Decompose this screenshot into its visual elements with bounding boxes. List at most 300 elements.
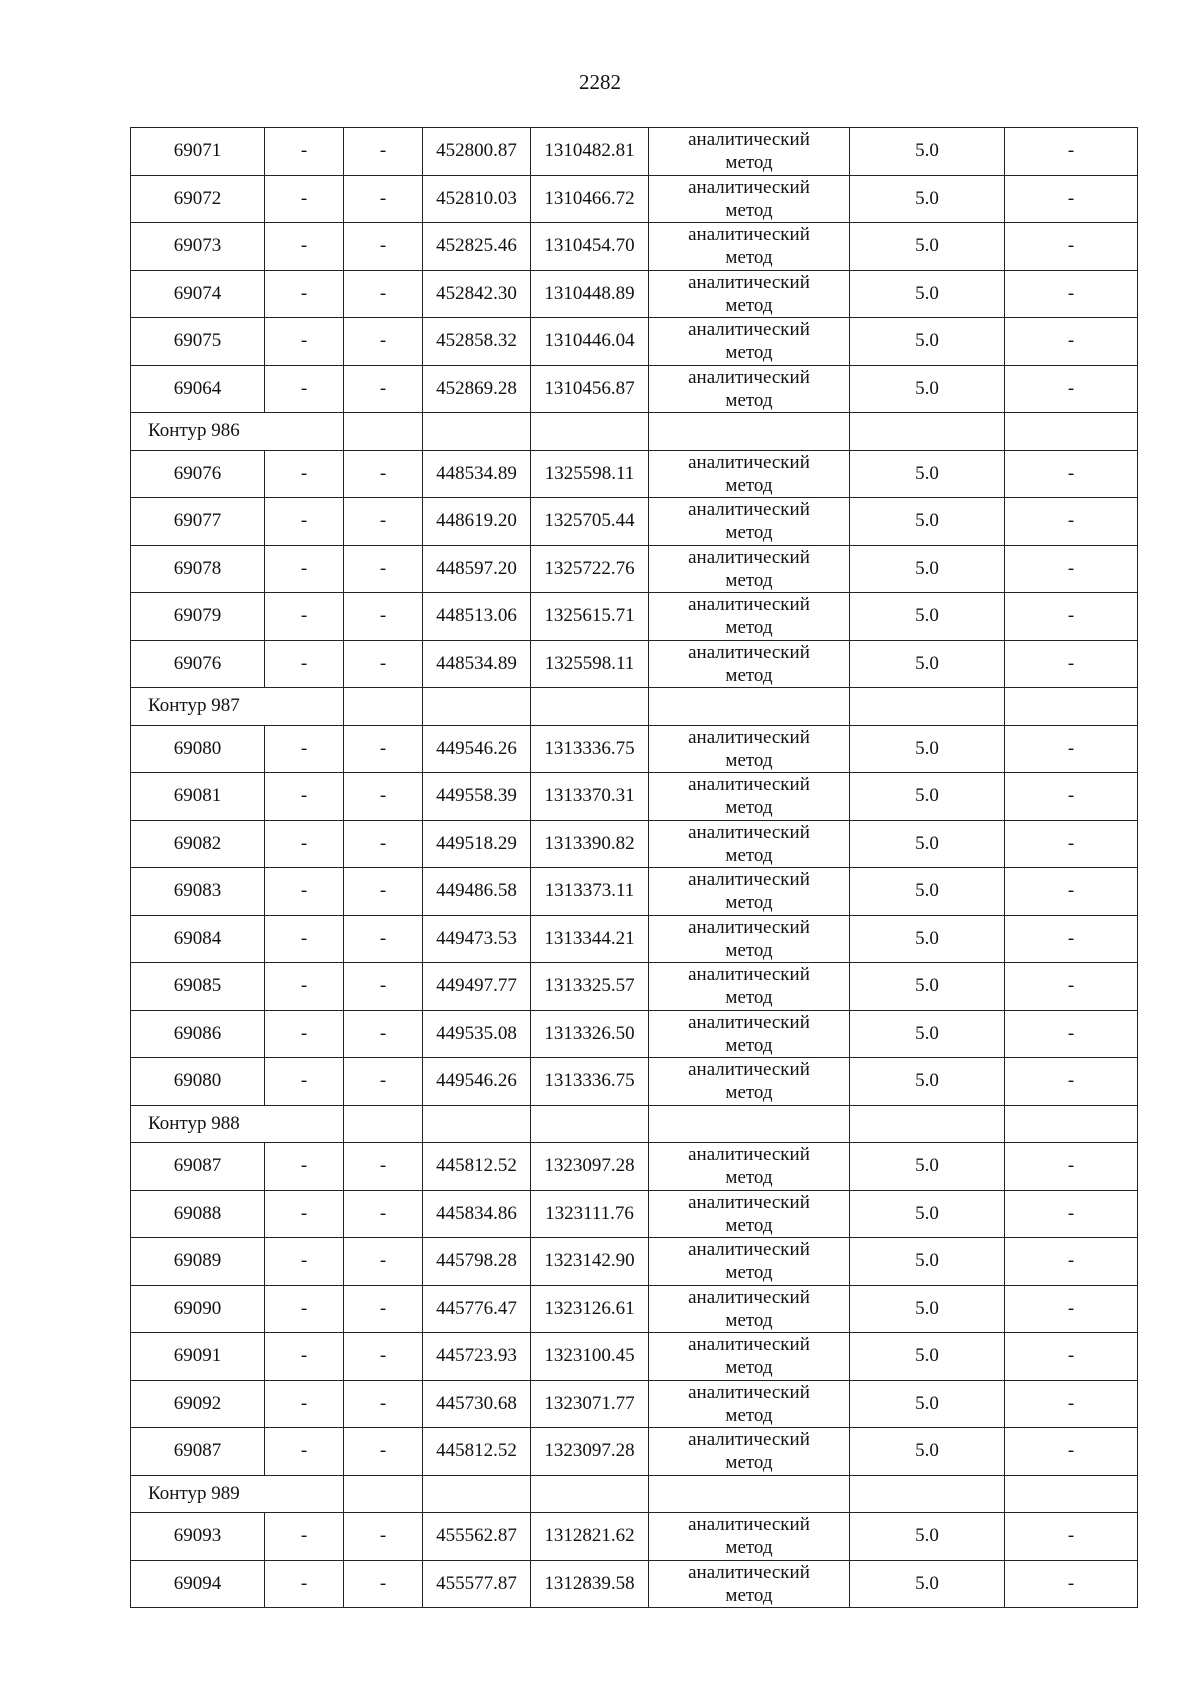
y-coordinate-cell: 1310454.70: [531, 223, 649, 271]
empty-dash-cell: -: [344, 773, 423, 821]
y-coordinate-cell: 1323097.28: [531, 1428, 649, 1476]
empty-dash-cell: -: [344, 593, 423, 641]
method-line-2: метод: [725, 1309, 773, 1331]
note-cell: -: [1005, 915, 1138, 963]
empty-cell: [344, 1105, 423, 1143]
method-line-1: аналитический: [688, 271, 810, 293]
table-row: [131, 223, 1138, 271]
empty-dash-cell: -: [265, 963, 344, 1011]
y-coordinate-cell: 1323071.77: [531, 1380, 649, 1428]
method-line-2: метод: [725, 1214, 773, 1236]
x-coordinate-cell: 452858.32: [423, 318, 531, 366]
accuracy-cell: 5.0: [850, 963, 1005, 1011]
accuracy-cell: 5.0: [850, 915, 1005, 963]
point-id-cell: 69087: [131, 1143, 265, 1191]
empty-dash-cell: -: [344, 1513, 423, 1561]
x-coordinate-cell: 445723.93: [423, 1333, 531, 1381]
x-coordinate-cell: 452810.03: [423, 175, 531, 223]
y-coordinate-cell: 1313344.21: [531, 915, 649, 963]
x-coordinate-cell: 449518.29: [423, 820, 531, 868]
y-coordinate-cell: 1323097.28: [531, 1143, 649, 1191]
point-id-cell: 69064: [131, 365, 265, 413]
contour-label: Контур 987: [131, 688, 344, 726]
method-line-1: аналитический: [688, 1059, 810, 1081]
x-coordinate-cell: 452825.46: [423, 223, 531, 271]
x-coordinate-cell: 452800.87: [423, 128, 531, 176]
x-coordinate-cell: 448597.20: [423, 545, 531, 593]
empty-dash-cell: -: [344, 1380, 423, 1428]
x-coordinate-cell: 448534.89: [423, 450, 531, 498]
point-id-cell: 69079: [131, 593, 265, 641]
table-row: [131, 963, 1138, 1011]
y-coordinate-cell: 1325598.11: [531, 640, 649, 688]
y-coordinate-cell: 1313336.75: [531, 1058, 649, 1106]
method-line-1: аналитический: [688, 1144, 810, 1166]
empty-dash-cell: -: [265, 1285, 344, 1333]
point-id-cell: 69084: [131, 915, 265, 963]
empty-dash-cell: -: [265, 1143, 344, 1191]
method-cell: [649, 868, 850, 916]
y-coordinate-cell: 1323142.90: [531, 1238, 649, 1286]
contour-label: Контур 989: [131, 1475, 344, 1513]
y-coordinate-cell: 1312821.62: [531, 1513, 649, 1561]
note-cell: -: [1005, 1190, 1138, 1238]
empty-cell: [423, 1475, 531, 1513]
x-coordinate-cell: 452869.28: [423, 365, 531, 413]
empty-cell: [531, 688, 649, 726]
contour-label: Контур 988: [131, 1105, 344, 1143]
note-cell: -: [1005, 1513, 1138, 1561]
note-cell: -: [1005, 1333, 1138, 1381]
method-line-2: метод: [725, 569, 773, 591]
empty-dash-cell: -: [344, 1143, 423, 1191]
point-id-cell: 69080: [131, 1058, 265, 1106]
method-cell: [649, 915, 850, 963]
note-cell: -: [1005, 1143, 1138, 1191]
method-cell: [649, 820, 850, 868]
table-row: [131, 868, 1138, 916]
table-row: [131, 1058, 1138, 1106]
note-cell: -: [1005, 270, 1138, 318]
y-coordinate-cell: 1313390.82: [531, 820, 649, 868]
empty-dash-cell: -: [344, 1333, 423, 1381]
empty-cell: [649, 1475, 850, 1513]
empty-dash-cell: -: [265, 175, 344, 223]
method-line-2: метод: [725, 892, 773, 914]
point-id-cell: 69071: [131, 128, 265, 176]
coordinates-table: [130, 127, 1138, 1608]
note-cell: -: [1005, 365, 1138, 413]
point-id-cell: 69094: [131, 1560, 265, 1608]
point-id-cell: 69080: [131, 725, 265, 773]
empty-dash-cell: -: [265, 1058, 344, 1106]
method-line-1: аналитический: [688, 1561, 810, 1583]
table-row: [131, 1513, 1138, 1561]
method-line-2: метод: [725, 1452, 773, 1474]
method-line-2: метод: [725, 844, 773, 866]
empty-dash-cell: -: [344, 1058, 423, 1106]
method-line-2: метод: [725, 199, 773, 221]
method-cell: [649, 1238, 850, 1286]
empty-dash-cell: -: [344, 128, 423, 176]
point-id-cell: 69072: [131, 175, 265, 223]
empty-dash-cell: -: [344, 270, 423, 318]
method-line-1: аналитический: [688, 1381, 810, 1403]
method-cell: [649, 175, 850, 223]
point-id-cell: 69077: [131, 498, 265, 546]
empty-cell: [1005, 688, 1138, 726]
x-coordinate-cell: 449558.39: [423, 773, 531, 821]
contour-label: Контур 986: [131, 413, 344, 451]
table-row: [131, 725, 1138, 773]
y-coordinate-cell: 1325705.44: [531, 498, 649, 546]
method-line-2: метод: [725, 1167, 773, 1189]
table-row: [131, 175, 1138, 223]
empty-cell: [1005, 1475, 1138, 1513]
empty-dash-cell: -: [344, 640, 423, 688]
point-id-cell: 69075: [131, 318, 265, 366]
accuracy-cell: 5.0: [850, 318, 1005, 366]
accuracy-cell: 5.0: [850, 128, 1005, 176]
method-cell: [649, 1190, 850, 1238]
method-cell: [649, 545, 850, 593]
empty-dash-cell: -: [265, 1238, 344, 1286]
empty-dash-cell: -: [265, 1333, 344, 1381]
method-line-1: аналитический: [688, 821, 810, 843]
method-line-2: метод: [725, 987, 773, 1009]
point-id-cell: 69086: [131, 1010, 265, 1058]
empty-dash-cell: -: [344, 498, 423, 546]
y-coordinate-cell: 1313370.31: [531, 773, 649, 821]
method-line-1: аналитический: [688, 869, 810, 891]
accuracy-cell: 5.0: [850, 1513, 1005, 1561]
note-cell: -: [1005, 725, 1138, 773]
empty-dash-cell: -: [265, 318, 344, 366]
x-coordinate-cell: 449546.26: [423, 1058, 531, 1106]
method-line-2: метод: [725, 294, 773, 316]
x-coordinate-cell: 445812.52: [423, 1143, 531, 1191]
method-line-2: метод: [725, 152, 773, 174]
accuracy-cell: 5.0: [850, 773, 1005, 821]
empty-dash-cell: -: [265, 915, 344, 963]
accuracy-cell: 5.0: [850, 365, 1005, 413]
y-coordinate-cell: 1313326.50: [531, 1010, 649, 1058]
empty-dash-cell: -: [344, 725, 423, 773]
x-coordinate-cell: 445730.68: [423, 1380, 531, 1428]
method-line-2: метод: [725, 1034, 773, 1056]
x-coordinate-cell: 445834.86: [423, 1190, 531, 1238]
method-cell: [649, 640, 850, 688]
empty-cell: [1005, 1105, 1138, 1143]
empty-dash-cell: -: [344, 1238, 423, 1286]
method-line-2: метод: [725, 522, 773, 544]
empty-dash-cell: -: [344, 1010, 423, 1058]
accuracy-cell: 5.0: [850, 725, 1005, 773]
y-coordinate-cell: 1313325.57: [531, 963, 649, 1011]
empty-dash-cell: -: [344, 868, 423, 916]
contour-header-row: [131, 413, 1138, 451]
y-coordinate-cell: 1313336.75: [531, 725, 649, 773]
table-row: [131, 318, 1138, 366]
table-row: [131, 640, 1138, 688]
method-line-1: аналитический: [688, 916, 810, 938]
accuracy-cell: 5.0: [850, 868, 1005, 916]
x-coordinate-cell: 455577.87: [423, 1560, 531, 1608]
x-coordinate-cell: 449473.53: [423, 915, 531, 963]
empty-dash-cell: -: [265, 868, 344, 916]
empty-cell: [531, 413, 649, 451]
point-id-cell: 69082: [131, 820, 265, 868]
empty-dash-cell: -: [344, 1560, 423, 1608]
empty-dash-cell: -: [344, 915, 423, 963]
method-line-1: аналитический: [688, 176, 810, 198]
point-id-cell: 69089: [131, 1238, 265, 1286]
method-line-2: метод: [725, 342, 773, 364]
empty-dash-cell: -: [265, 773, 344, 821]
y-coordinate-cell: 1310466.72: [531, 175, 649, 223]
table-row: [131, 773, 1138, 821]
accuracy-cell: 5.0: [850, 1010, 1005, 1058]
point-id-cell: 69091: [131, 1333, 265, 1381]
x-coordinate-cell: 452842.30: [423, 270, 531, 318]
empty-dash-cell: -: [344, 175, 423, 223]
method-line-1: аналитический: [688, 224, 810, 246]
x-coordinate-cell: 445812.52: [423, 1428, 531, 1476]
accuracy-cell: 5.0: [850, 640, 1005, 688]
empty-cell: [850, 1475, 1005, 1513]
note-cell: -: [1005, 128, 1138, 176]
empty-dash-cell: -: [265, 545, 344, 593]
method-line-2: метод: [725, 1262, 773, 1284]
y-coordinate-cell: 1325598.11: [531, 450, 649, 498]
y-coordinate-cell: 1310448.89: [531, 270, 649, 318]
table-row: [131, 128, 1138, 176]
x-coordinate-cell: 448534.89: [423, 640, 531, 688]
method-line-1: аналитический: [688, 129, 810, 151]
method-line-2: метод: [725, 1357, 773, 1379]
method-cell: [649, 223, 850, 271]
y-coordinate-cell: 1325722.76: [531, 545, 649, 593]
method-line-2: метод: [725, 617, 773, 639]
empty-dash-cell: -: [265, 365, 344, 413]
note-cell: -: [1005, 773, 1138, 821]
method-cell: [649, 725, 850, 773]
note-cell: -: [1005, 1380, 1138, 1428]
empty-cell: [1005, 413, 1138, 451]
point-id-cell: 69083: [131, 868, 265, 916]
empty-cell: [423, 413, 531, 451]
accuracy-cell: 5.0: [850, 593, 1005, 641]
empty-dash-cell: -: [344, 450, 423, 498]
point-id-cell: 69073: [131, 223, 265, 271]
method-cell: [649, 1143, 850, 1191]
accuracy-cell: 5.0: [850, 498, 1005, 546]
accuracy-cell: 5.0: [850, 545, 1005, 593]
note-cell: -: [1005, 1428, 1138, 1476]
y-coordinate-cell: 1323100.45: [531, 1333, 649, 1381]
point-id-cell: 69093: [131, 1513, 265, 1561]
method-cell: [649, 365, 850, 413]
table-row: [131, 1010, 1138, 1058]
y-coordinate-cell: 1323111.76: [531, 1190, 649, 1238]
empty-dash-cell: -: [344, 1190, 423, 1238]
accuracy-cell: 5.0: [850, 450, 1005, 498]
method-line-1: аналитический: [688, 1334, 810, 1356]
method-cell: [649, 1560, 850, 1608]
method-cell: [649, 1513, 850, 1561]
method-line-1: аналитический: [688, 451, 810, 473]
table-row: [131, 545, 1138, 593]
contour-header-row: [131, 688, 1138, 726]
method-cell: [649, 270, 850, 318]
method-line-1: аналитический: [688, 1429, 810, 1451]
point-id-cell: 69088: [131, 1190, 265, 1238]
method-cell: [649, 593, 850, 641]
empty-dash-cell: -: [265, 128, 344, 176]
point-id-cell: 69087: [131, 1428, 265, 1476]
accuracy-cell: 5.0: [850, 820, 1005, 868]
method-line-1: аналитический: [688, 641, 810, 663]
method-line-1: аналитический: [688, 726, 810, 748]
table-row: [131, 915, 1138, 963]
method-cell: [649, 1058, 850, 1106]
table-row: [131, 365, 1138, 413]
table-row: [131, 1238, 1138, 1286]
method-line-1: аналитический: [688, 1239, 810, 1261]
method-cell: [649, 1010, 850, 1058]
y-coordinate-cell: 1312839.58: [531, 1560, 649, 1608]
empty-dash-cell: -: [265, 270, 344, 318]
method-line-2: метод: [725, 1404, 773, 1426]
method-line-2: метод: [725, 749, 773, 771]
empty-cell: [850, 413, 1005, 451]
note-cell: -: [1005, 223, 1138, 271]
method-line-1: аналитический: [688, 1514, 810, 1536]
x-coordinate-cell: 448513.06: [423, 593, 531, 641]
table-row: [131, 1190, 1138, 1238]
table-row: [131, 593, 1138, 641]
x-coordinate-cell: 449546.26: [423, 725, 531, 773]
point-id-cell: 69078: [131, 545, 265, 593]
y-coordinate-cell: 1310482.81: [531, 128, 649, 176]
table-row: [131, 820, 1138, 868]
empty-cell: [531, 1475, 649, 1513]
y-coordinate-cell: 1325615.71: [531, 593, 649, 641]
note-cell: -: [1005, 1285, 1138, 1333]
empty-dash-cell: -: [265, 725, 344, 773]
empty-cell: [423, 1105, 531, 1143]
method-line-1: аналитический: [688, 1286, 810, 1308]
empty-dash-cell: -: [265, 223, 344, 271]
method-line-2: метод: [725, 1537, 773, 1559]
note-cell: -: [1005, 1238, 1138, 1286]
x-coordinate-cell: 448619.20: [423, 498, 531, 546]
note-cell: -: [1005, 1058, 1138, 1106]
empty-cell: [344, 1475, 423, 1513]
accuracy-cell: 5.0: [850, 1238, 1005, 1286]
x-coordinate-cell: 449486.58: [423, 868, 531, 916]
method-cell: [649, 450, 850, 498]
method-cell: [649, 128, 850, 176]
method-line-1: аналитический: [688, 1011, 810, 1033]
empty-cell: [850, 1105, 1005, 1143]
empty-cell: [344, 413, 423, 451]
note-cell: -: [1005, 498, 1138, 546]
accuracy-cell: 5.0: [850, 1190, 1005, 1238]
method-line-2: метод: [725, 474, 773, 496]
empty-dash-cell: -: [344, 1428, 423, 1476]
empty-cell: [344, 688, 423, 726]
empty-dash-cell: -: [265, 450, 344, 498]
accuracy-cell: 5.0: [850, 1058, 1005, 1106]
empty-cell: [850, 688, 1005, 726]
empty-dash-cell: -: [344, 318, 423, 366]
accuracy-cell: 5.0: [850, 1333, 1005, 1381]
empty-dash-cell: -: [265, 1190, 344, 1238]
note-cell: -: [1005, 593, 1138, 641]
method-line-1: аналитический: [688, 774, 810, 796]
empty-cell: [423, 688, 531, 726]
y-coordinate-cell: 1313373.11: [531, 868, 649, 916]
note-cell: -: [1005, 175, 1138, 223]
method-cell: [649, 963, 850, 1011]
y-coordinate-cell: 1323126.61: [531, 1285, 649, 1333]
y-coordinate-cell: 1310456.87: [531, 365, 649, 413]
method-line-2: метод: [725, 1584, 773, 1606]
empty-dash-cell: -: [265, 1380, 344, 1428]
method-cell: [649, 1285, 850, 1333]
empty-cell: [649, 688, 850, 726]
point-id-cell: 69081: [131, 773, 265, 821]
empty-dash-cell: -: [265, 1560, 344, 1608]
table-body: [131, 128, 1138, 1608]
table-row: [131, 450, 1138, 498]
note-cell: -: [1005, 820, 1138, 868]
point-id-cell: 69090: [131, 1285, 265, 1333]
accuracy-cell: 5.0: [850, 1428, 1005, 1476]
method-line-2: метод: [725, 389, 773, 411]
empty-dash-cell: -: [265, 820, 344, 868]
point-id-cell: 69092: [131, 1380, 265, 1428]
method-line-2: метод: [725, 664, 773, 686]
note-cell: -: [1005, 963, 1138, 1011]
method-line-1: аналитический: [688, 546, 810, 568]
accuracy-cell: 5.0: [850, 223, 1005, 271]
note-cell: -: [1005, 545, 1138, 593]
table-row: [131, 1428, 1138, 1476]
empty-dash-cell: -: [344, 365, 423, 413]
table-row: [131, 1380, 1138, 1428]
x-coordinate-cell: 449497.77: [423, 963, 531, 1011]
note-cell: -: [1005, 450, 1138, 498]
accuracy-cell: 5.0: [850, 1285, 1005, 1333]
accuracy-cell: 5.0: [850, 1560, 1005, 1608]
x-coordinate-cell: 455562.87: [423, 1513, 531, 1561]
empty-dash-cell: -: [344, 963, 423, 1011]
method-line-1: аналитический: [688, 366, 810, 388]
method-line-1: аналитический: [688, 964, 810, 986]
x-coordinate-cell: 445798.28: [423, 1238, 531, 1286]
note-cell: -: [1005, 640, 1138, 688]
empty-dash-cell: -: [265, 593, 344, 641]
method-line-2: метод: [725, 1082, 773, 1104]
accuracy-cell: 5.0: [850, 1380, 1005, 1428]
method-cell: [649, 318, 850, 366]
table-row: [131, 1143, 1138, 1191]
empty-dash-cell: -: [344, 545, 423, 593]
table-row: [131, 1333, 1138, 1381]
method-cell: [649, 1428, 850, 1476]
